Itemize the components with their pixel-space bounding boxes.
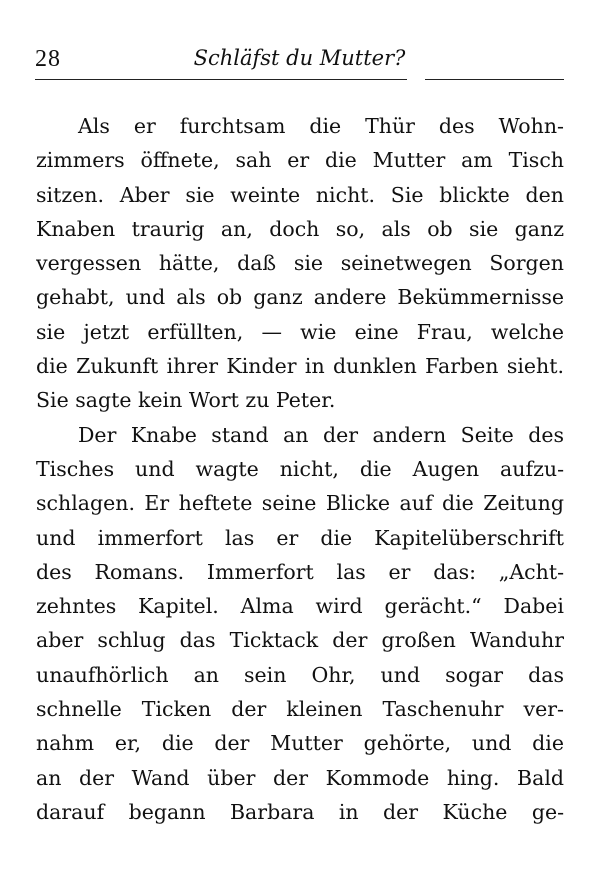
body-text: [36, 109, 564, 829]
text-line: sitzen. Aber sie weinte nicht. Sie blickte den: [36, 182, 564, 207]
text-line: des Romans. Immerfort las er das: „Acht-: [36, 559, 564, 584]
running-title: Schläfst du Mutter?: [193, 46, 406, 70]
text-line: Knaben traurig an, doch so, als ob sie ganz: [36, 216, 564, 241]
text-line: Der Knabe stand an der andern Seite des: [78, 422, 564, 447]
text-line: sie jetzt erfüllten, — wie eine Frau, welche: [36, 319, 564, 344]
text-line: Sie sagte kein Wort zu Peter.: [36, 388, 336, 413]
header-rule-gap: [407, 77, 425, 82]
text-line: zimmers öffnete, sah er die Mutter am Tisch: [36, 148, 564, 173]
text-line: nahm er, die der Mutter gehörte, und die: [36, 731, 564, 756]
text-line: und immerfort las er die Kapitelüberschrift: [36, 525, 564, 550]
page-header: [35, 44, 564, 76]
text-line: vergessen hätte, daß sie seinetwegen Sorgen: [36, 251, 564, 276]
text-line: unaufhörlich an sein Ohr, und sogar das: [36, 662, 564, 687]
text-line: zehntes Kapitel. Alma wird gerächt.“ Dabei: [36, 594, 564, 619]
text-line: gehabt, und als ob ganz andere Bekümmernisse: [36, 285, 564, 310]
text-line: die Zukunft ihrer Kinder in dunklen Farben sieht.: [36, 354, 564, 379]
page-number: 28: [35, 46, 61, 72]
text-line: aber schlug das Ticktack der großen Wanduhr: [36, 628, 564, 653]
header-rule: [35, 79, 564, 80]
text-line: Tisches und wagte nicht, die Augen aufzu-: [36, 456, 564, 481]
text-line: Als er furchtsam die Thür des Wohn-: [78, 114, 564, 138]
text-line: darauf begann Barbara in der Küche ge-: [36, 799, 564, 824]
text-line: an der Wand über der Kommode hing. Bald: [36, 765, 564, 790]
text-line: schnelle Ticken der kleinen Taschenuhr ver-: [36, 697, 564, 722]
text-line: schlagen. Er heftete seine Blicke auf die Zeitung: [36, 491, 564, 516]
